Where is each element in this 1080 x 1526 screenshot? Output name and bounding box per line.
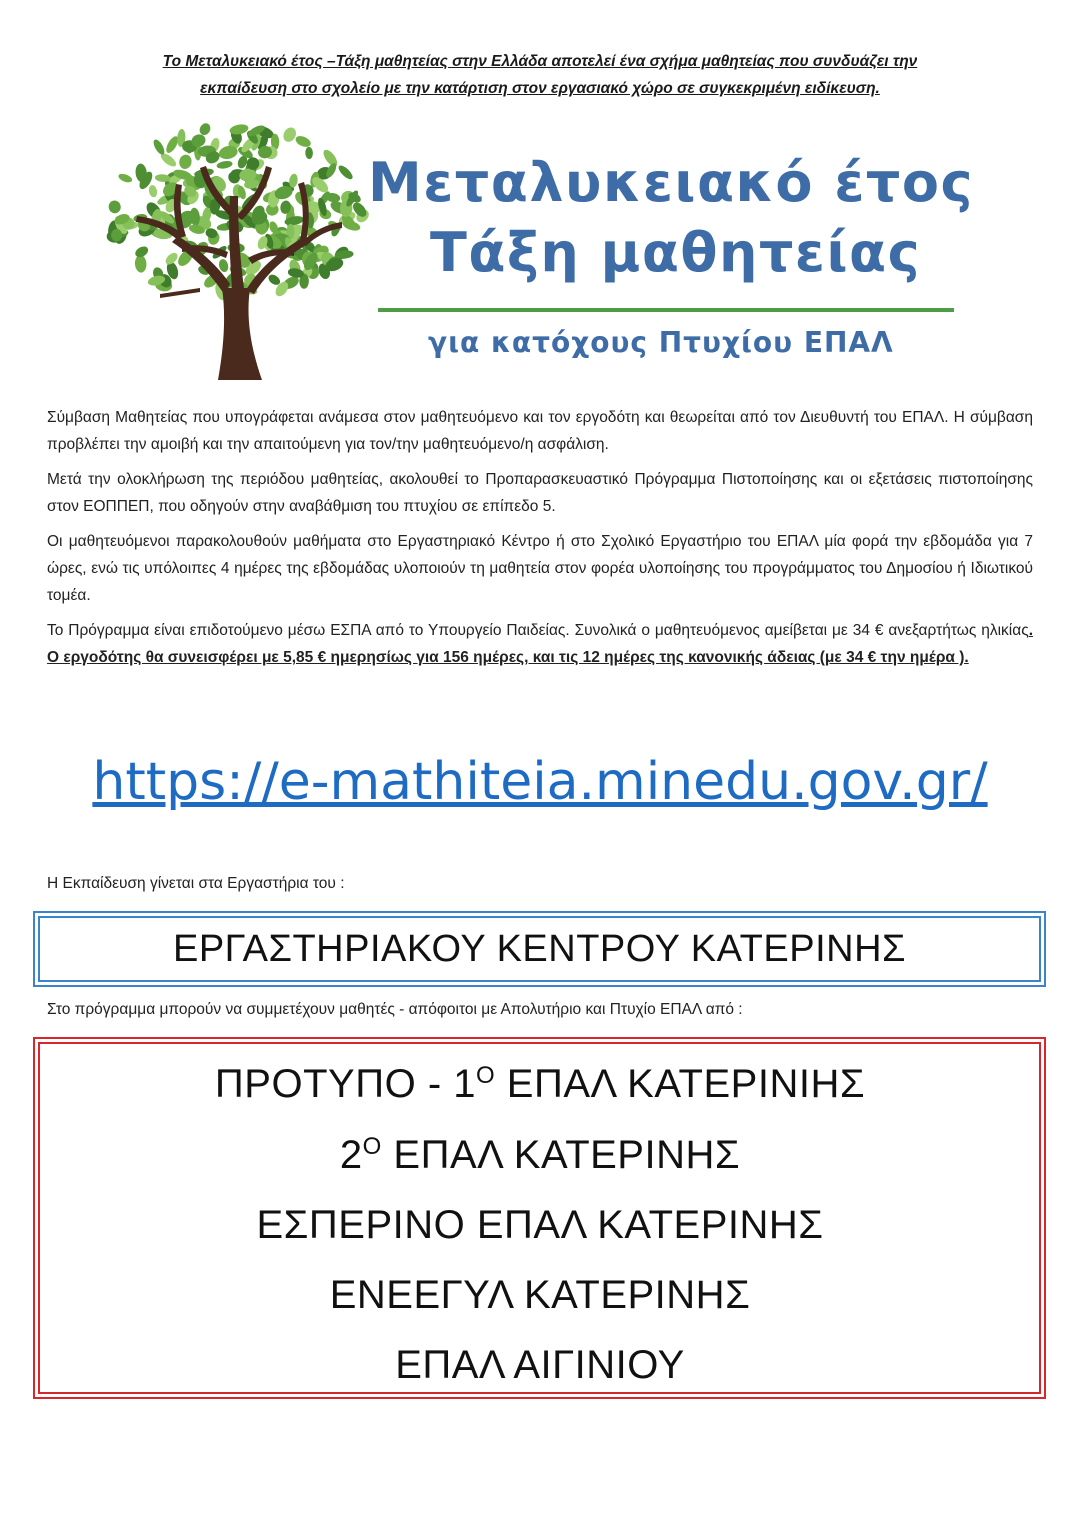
school-2-prefix: 2 [339, 1133, 363, 1177]
intro-line-1: Το Μεταλυκειακό έτος –Τάξη μαθητείας στην Ελλάδα αποτελεί ένα σχήμα μαθητείας που συνδυάζει την [162, 53, 918, 70]
employer-contribution-text: . Ο εργοδότης θα συνεισφέρει με 5,85 € ημερησίως για 156 ημέρες, και τις 12 ημέρες της κανονικής άδειας (με 34 € την ημέρα ). [47, 622, 1033, 666]
paragraph-certification: Μετά την ολοκλήρωση της περιόδου μαθητείας, ακολουθεί το Προπαρασκευαστικό Πρόγραμμα Πιστοποίησης και οι εξετάσεις πιστοποίησης στον ΕΟΠΠΕΠ, που οδηγούν στην αναβάθμιση του πτυχίου σε επίπεδο 5. [47, 471, 1033, 515]
leaf-shape [134, 255, 147, 273]
school-2-ordinal: Ο [362, 1133, 382, 1160]
training-center-name: ΕΡΓΑΣΤΗΡΙΑΚΟΥ ΚΕΝΤΡΟΥ ΚΑΤΕΡΙΝΗΣ [172, 927, 907, 970]
tree-icon [100, 118, 372, 382]
schools-box [33, 1037, 1046, 1399]
brand-subtitle: για κατόχους Πτυχίου ΕΠΑΛ [428, 326, 894, 359]
school-1-suffix: ΕΠΑΛ ΚΑΤΕΡΙΝΙΗΣ [495, 1062, 866, 1106]
school-2-suffix: ΕΠΑΛ ΚΑΤΕΡΙΝΗΣ [381, 1133, 741, 1177]
leaf-shape [305, 147, 313, 160]
intro-text [60, 48, 1020, 102]
program-link[interactable]: https://e-mathiteia.minedu.gov.gr/ [92, 752, 988, 812]
paragraph-funding [47, 617, 1033, 671]
leaf-shape [336, 163, 354, 181]
paragraph-contract: Σύμβαση Μαθητείας που υπογράφεται ανάμεσα στον μαθητευόμενο και τον εργοδότη και θεωρείται από τον Διευθυντή του ΕΠΑΛ. Η σύμβαση προβλέπει την αμοιβή και την απαιτούμενη για τον/την μαθητευόμενο/η ασφάλιση. [47, 409, 1033, 453]
leaf-shape [294, 134, 312, 149]
leaf-shape [148, 184, 158, 198]
leaf-shape [216, 160, 233, 170]
brand-divider [378, 308, 954, 312]
funding-text: Το Πρόγραμμα είναι επιδοτούμενο μέσω ΕΣΠΑ από το Υπουργείο Παιδείας. Συνολικά ο μαθητευόμενος αμείβεται με 34 € ανεξαρτήτως ηλικίας [47, 622, 1029, 639]
training-center-box [33, 911, 1046, 987]
school-item: ΕΠΑΛ ΑΙΓΙΝΙΟΥ [395, 1343, 685, 1387]
leaf-shape [281, 125, 299, 144]
brand-title-line-1: Μεταλυκειακό έτος [368, 151, 974, 214]
intro-line-2: εκπαίδευση στο σχολείο με την κατάρτιση στον εργασιακό χώρο σε συγκεκριμένη ειδίκευση. [200, 80, 880, 97]
leaf-shape [117, 172, 133, 184]
leaf-shape [178, 153, 193, 170]
school-item [40, 1060, 1040, 1114]
school-item: ΕΣΠΕΡΙΝΟ ΕΠΑΛ ΚΑΤΕΡΙΝΗΣ [256, 1203, 824, 1247]
brand-title-line-2: Τάξη μαθητείας [430, 221, 922, 284]
description-section [47, 404, 1033, 679]
school-item: ΕΝΕΕΓΥΛ ΚΑΤΕΡΙΝΗΣ [329, 1273, 751, 1317]
brand-title [368, 148, 988, 288]
school-item [40, 1131, 1040, 1185]
participants-label: Στο πρόγραμμα μπορούν να συμμετέχουν μαθητές - απόφοιτοι με Απολυτήριο και Πτυχίο ΕΠΑΛ από : [47, 1001, 743, 1018]
school-1-ordinal: Ο [476, 1062, 496, 1089]
school-1-prefix: ΠΡΟΤΥΠΟ - 1 [214, 1062, 476, 1106]
leaf-shape [107, 199, 122, 214]
training-label: Η Εκπαίδευση γίνεται στα Εργαστήρια του : [47, 875, 345, 892]
paragraph-schedule: Οι μαθητευόμενοι παρακολουθούν μαθήματα στο Εργαστηριακό Κέντρο ή στο Σχολικό Εργαστήριο του ΕΠΑΛ μία φορά την εβδομάδα για 7 ώρες, ενώ τις υπόλοιπες 4 ημέρες της εβδομάδας υλοποιούν τη μαθητεία στον φορέα υλοποίησης του προγράμματος του Δημοσίου ή Ιδιωτικού τομέα. [47, 533, 1033, 604]
